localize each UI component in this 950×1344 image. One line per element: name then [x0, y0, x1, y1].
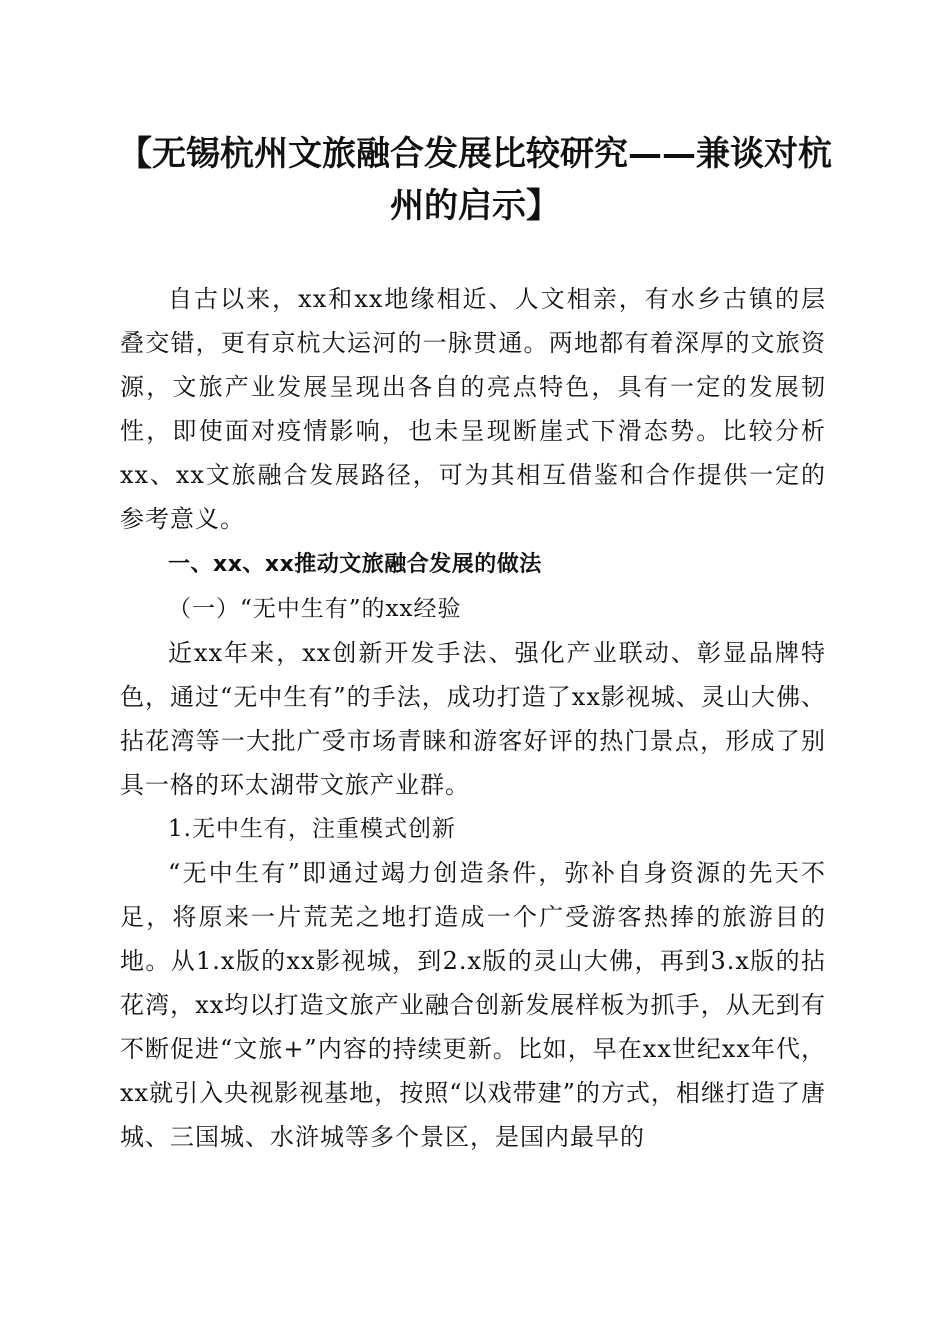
- paragraph-wuxi-overview: 近xx年来，xx创新开发手法、强化产业联动、彰显品牌特色，通过“无中生有”的手法，成功打造了xx影视城、灵山大佛、拈花湾等一大批广受市场青睐和游客好评的热门景点，形成了别具一格的环太湖带文旅产业群。: [120, 639, 826, 799]
- paragraph-intro: 自古以来，xx和xx地缘相近、人文相亲，有水乡古镇的层叠交错，更有京杭大运河的一脉贯通。两地都有着深厚的文旅资源，文旅产业发展呈现出各自的亮点特色，具有一定的发展韧性，即使面对疫情影响，也未呈现断崖式下滑态势。比较分析xx、xx文旅融合发展路径，可为其相互借鉴和合作提供一定的参考意义。: [120, 285, 826, 533]
- paragraph-model-innovation: “无中生有”即通过竭力创造条件，弥补自身资源的先天不足，将原来一片荒芜之地打造成一个广受游客热捧的旅游目的地。从1.x版的xx影视城，到2.x版的灵山大佛，再到3.x版的拈花湾，xx均以打造文旅产业融合创新发展样板为抓手，从无到有不断促进“文旅+”内容的持续更新。比如，早在xx世纪xx年代，xx就引入央视影视基地，按照“以戏带建”的方式，相继打造了唐城、三国城、水浒城等多个景区，是国内最早的: [120, 859, 826, 1151]
- document-body: [120, 277, 826, 1159]
- section-heading-1: 一、xx、xx推动文旅融合发展的做法: [168, 552, 542, 577]
- point-heading-1: 1.无中生有，注重模式创新: [168, 816, 456, 842]
- subsection-heading-1: （一）“无中生有”的xx经验: [168, 596, 462, 622]
- document-title: 【无锡杭州文旅融合发展比较研究——兼谈对杭州的启示】: [118, 134, 832, 226]
